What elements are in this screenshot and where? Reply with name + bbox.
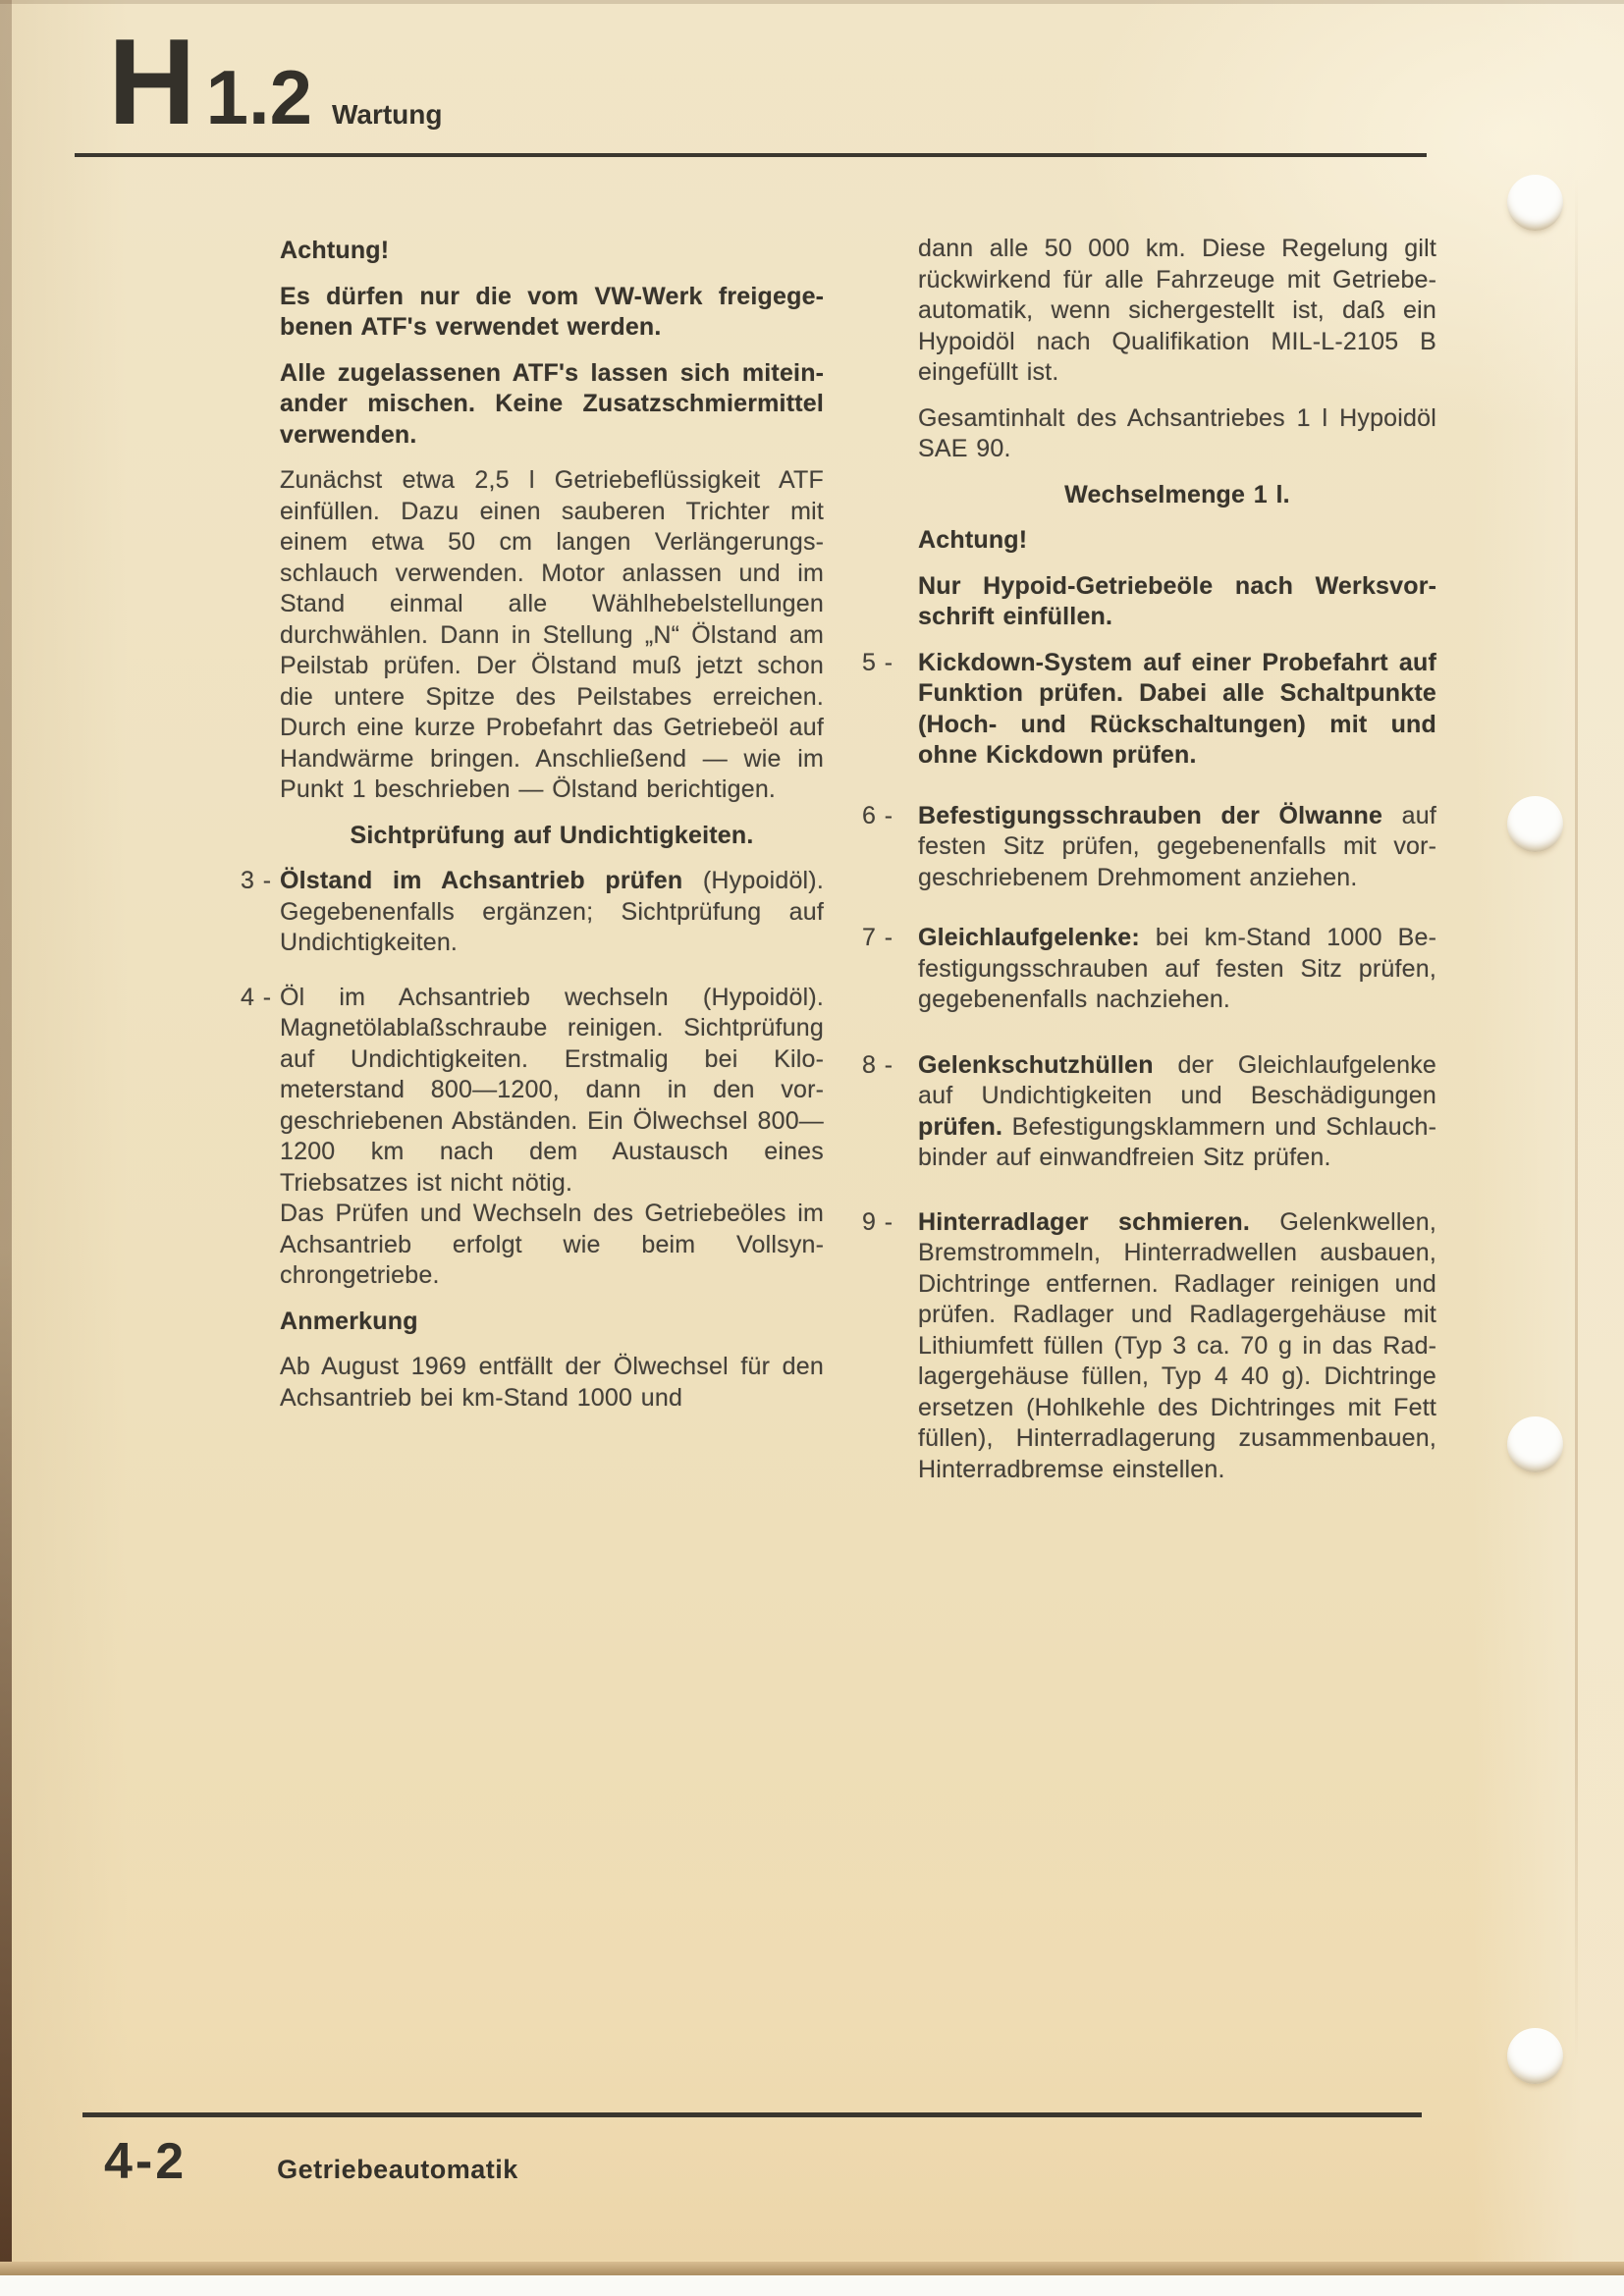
item-lead: Ölstand im Achsantrieb prüfen [280,867,683,894]
warning-heading: Achtung! [280,237,390,264]
chapter-title: Getriebeautomatik [277,2155,518,2184]
item-rest: auf festen Sitz prüfen, gegebenenfalls mit vorgeschriebenem Drehmoment anziehen. [918,801,1436,891]
page-number: 4-2 [104,2133,188,2190]
note-heading: Anmerkung [280,1307,418,1335]
list-item-7 [862,923,1436,1016]
punch-hole [1507,1416,1563,1472]
footer-rule [82,2112,1422,2117]
header-rule [75,153,1427,157]
item-number: 4 - [241,983,272,1011]
page-footer [104,2133,518,2190]
item-text [918,801,1436,894]
item-number: 8 - [862,1050,893,1079]
paragraph: Alle zugelassenen ATF's lassen sich miteinander mischen. Keine Zusatzschmiermittel verwenden. [280,358,824,449]
page-header [108,15,443,150]
list-item-9 [862,1207,1436,1486]
item-lead: Hinterradlager schmieren. [918,1207,1251,1236]
item-rest: bei km-Stand 1000 Befestigungsschrauben auf festen Sitz prüfen, gegebenenfalls nachziehen. [918,924,1436,1013]
item-lead: Gelenkschutzhüllen [918,1050,1154,1079]
item-lead: Gleichlaufgelenke: [918,924,1140,951]
item-text: Kickdown-System auf einer Probefahrt auf Funktion prüfen. Dabei alle Schaltpunkte (Hoch- und Rückschaltungen) mit und ohne Kickdown prüfen. [918,648,1436,769]
item-lead-2: prüfen. [918,1112,1003,1141]
page-bottom-edge [0,2262,1624,2275]
item-number: 9 - [862,1207,893,1236]
item-number: 6 - [862,801,893,829]
paragraph: Es dürfen nur die vom VW-Werk freigegebenen ATF's verwendet werden. [280,282,824,341]
subheading: Wechselmenge 1 l. [1064,480,1290,508]
scan-left-edge [0,0,12,2275]
section-number: 1.2 [205,54,312,140]
item-text [280,866,824,959]
item-rest: Gelenkwellen, Bremstrommeln, Hinterradwellen ausbauen, Dichtringe entfernen. Radlager reinigen und prüfen. Radlager und Radlagergehäuse mit Lithiumfett füllen (Typ 3 ca. 70 g in das Radlagergehäuse füllen, Typ 4 40 g). Dichtringe ersetzen (Hohlkehle des Dichtringes mit Fett füllen), Hinterradlagerung zusammenbauen, Hinterradbremse einstellen. [918,1207,1436,1483]
item-number: 3 - [241,867,272,894]
paragraph: Ab August 1969 entfällt der Ölwechsel für den Achsantrieb bei km-Stand 1000 und [280,1353,824,1412]
item-text [918,1050,1436,1174]
item-lead: Befestigungsschrauben der Ölwanne [918,801,1383,829]
item-text [918,923,1436,1016]
list-item-8 [862,1050,1436,1174]
paragraph: Nur Hypoid-Getriebeöle nach Werksvorschrift einfüllen. [918,571,1436,630]
item-rest: (Hypoidöl). Gegebenenfalls ergänzen; Sichtprüfung auf Undichtigkeiten. [280,867,824,956]
item-text [918,1207,1436,1486]
punch-hole [1507,2028,1563,2084]
punch-hole [1507,796,1563,852]
item-body: Öl im Achsantrieb wechseln (Hypoidöl). Magnetölablaßschraube reinigen. Sichtprüfung auf Undichtigkeiten. Erstmalig bei Kilometerstand 800—1200, dann in den vorgeschriebenen Abständen. Ein Ölwechsel 800—1200 km nach dem Austausch eines Triebsatzes ist nicht nötig. [280,983,824,1197]
item-mid: der Gleichlaufgelenke auf Undichtigkeiten und Beschädigungen [918,1050,1436,1109]
item-number: 7 - [862,924,893,951]
item-rest: Befestigungsklammern und Schlauchbinder auf einwandfreien Sitz prüfen. [918,1112,1436,1171]
paragraph: Zunächst etwa 2,5 l Getriebeflüssigkeit ATF einfüllen. Dazu einen sauberen Trichter mit einem etwa 50 cm langen Verlängerungsschlauch verwenden. Motor anlassen und im Stand einmal alle Wählhebelstellungen durchwählen. Dann in Stellung „N“ Ölstand am Peilstab prüfen. Der Ölstand muß jetzt schon die untere Spitze des Peilstabes erreichen. Durch eine kurze Probefahrt das Getriebeöl auf Handwärme bringen. Anschließend — wie im Punkt 1 beschrieben — Ölstand berichtigen. [280,466,824,803]
list-item-6 [862,801,1436,894]
left-column [241,236,824,1428]
section-letter: H [108,15,198,150]
right-column [862,234,1436,1485]
section-title: Wartung [332,99,443,130]
subheading: Sichtprüfung auf Undichtigkeiten. [350,821,754,849]
list-item-4 [241,983,824,1307]
item-text [280,983,824,1307]
list-item-3 [241,866,824,959]
warning-heading: Achtung! [918,526,1028,554]
list-item-5 [862,648,1436,772]
item-continuation: Das Prüfen und Wechseln des Getriebeöles im Achsantrieb erfolgt wie beim Vollsynchrongetriebe. [280,1200,824,1289]
paper-crease [1575,177,1578,2061]
scan-top-edge [0,0,1624,4]
scanner-background [0,2275,1624,2296]
item-number: 5 - [862,648,893,676]
paragraph: Gesamtinhalt des Achsantriebes 1 l Hypoidöl SAE 90. [918,403,1436,462]
punch-hole [1507,175,1563,231]
paragraph: dann alle 50 000 km. Diese Regelung gilt rückwirkend für alle Fahrzeuge mit Getriebeautomatik, wenn sichergestellt ist, daß ein Hypoidöl nach Qualifikation MIL-L-2105 B eingefüllt ist. [918,235,1436,386]
